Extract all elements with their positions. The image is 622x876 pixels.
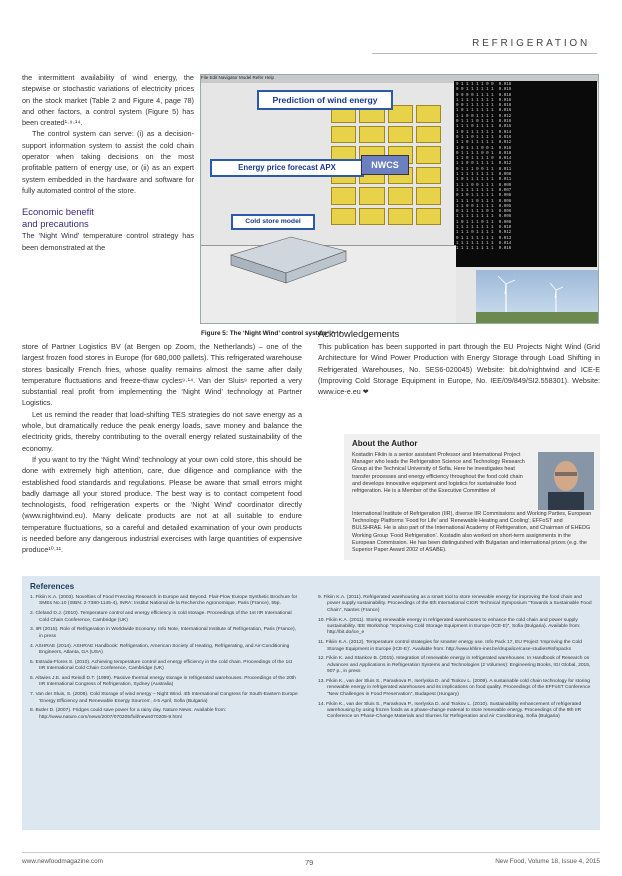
acknowledgements-title: Acknowledgements: [318, 328, 400, 339]
heading-line-2: and precautions: [22, 218, 89, 230]
turbine-icon: [476, 270, 598, 323]
paragraph-1: the intermittent availability of wind energy, the stepwise or stochastic variations of electricity prices on the stock market (Table 2 and Figure 4, page 78) and other factors, a control system (Figure 5) has been created¹·⁹·¹⁴.: [22, 73, 194, 128]
figure-image: [200, 74, 599, 324]
author-title: About the Author: [352, 439, 418, 448]
author-photo: [538, 452, 594, 510]
header-rule: [372, 53, 597, 54]
nwcs-label: NWCS: [361, 155, 409, 175]
heading-line-1: Economic benefit: [22, 206, 94, 218]
references-title: References: [30, 582, 75, 591]
left-column: [22, 72, 194, 253]
apx-label: Energy price forecast APX: [210, 159, 364, 177]
section-heading: [22, 206, 194, 230]
paragraph-4: store of Partner Logistics BV (at Bergen op Zoom, the Netherlands) – one of the largest frozen food stores in Europe (for 680,000 pallets). This refrigerated warehouse stores basically French fries, whose quality remains almost the same after daily temperature fluctuations and freeze-thaw cycles⁹·¹⁴. Van der Sluis⁹ reported a very substantial real profit from implementing the ‘Night Wind’ technology at Partner Logistics.: [22, 342, 302, 408]
portrait-image: [538, 452, 594, 510]
footer-issue: New Food, Volume 18, Issue 4, 2015: [495, 858, 600, 865]
reference-item: 2. Cleland D.J. (2010). Temperature control and energy efficiency in cold storage. Proceedings of the 1st IIR International Cold Chain Conference, Cambridge (UK): [30, 611, 292, 623]
warehouse-drawing: [221, 225, 351, 285]
figure-menu-bar: File Edit Navigator Model Refer Help: [201, 75, 598, 83]
figure-caption: Figure 5: The ‘Night Wind’ control system¹·⁹·¹⁴: [201, 330, 342, 337]
author-bio-2: International Institute of Refrigeration (IIR), diverse IIR Commissions and Working Parties, European Technology Platforms ‘Food for Life’ and ‘Renewable Heating and Cooling’; EFFoST and BULSHRAE. He is also part of the International Academy of Refrigeration, and Chairman of EHEDG Working Group ‘Food Refrigeration’. Kostadin also worked on short-term assignments in the European Commission. He has been distinguished with Bulgarian and international prizes (e.g. the Superior Paper Award 2002 of ASABE).: [352, 511, 592, 554]
paragraph-3: The ‘Night Wind’ temperature control strategy has been demonstrated at the: [22, 231, 194, 252]
reference-item: 1. Fikiin K.A. (2003). Novelties of Food Freezing Research in Europe and Beyond. Flair-Flow Europe Synthetic Brochure for SMEs No.10 (ISBN: 2-7380-1145-4), INRA: Institut National de la Recherche Agronomique, Paris (France), 55p.: [30, 595, 298, 607]
reference-item: 11. Fikiin K.A. (2012). Temperature control strategies for smarter energy use. Info Pack 17, EU Project ‘Improving the Cold Storage Equipment in Europe (ICE-E)’. Available from: http://www.khlim-inet.be/drupalice/case-studies#infopacks: [318, 640, 583, 652]
references-right: [318, 595, 594, 724]
terminal-text: 0 1 1 1 1 1 0 0 0.018 0 0 1 1 1 1 1 1 0.019 0 0 0 0 1 1 1 1 0.018 1 1 1 1 1 1 1 1 0.016 0 0 1 1 1 1 1 1 0.018 1 0 1 1 1 1 1 1 0.016 1 1 0 0 1 1 1 1 0.012 0 1 1 1 0 1 1 1 0.016 1 1 1 0 1 1 1 1 0.015 1 0 1 1 1 1 1 1 0.014 0 1 1 0 1 1 1 1 0.016 1 1 0 1 1 1 1 1 0.012 1 0 1 1 1 0 0 1 0.016 0 1 1 1 1 0 0 1 0.018 1 1 0 1 1 1 1 0 0.014 1 1 0 0 1 1 1 1 0.012 0 1 1 1 0 0 1 1 0.011 1 1 1 1 1 1 1 1 0.008 1 0 1 1 1 1 1 1 0.011 1 1 1 0 0 1 1 1 0.009 1 1 1 1 1 1 1 1 0.007 0 1 0 1 1 1 1 1 0.008 1 1 1 1 0 1 1 1 0.006 1 1 0 0 1 1 1 1 0.005 0 1 1 1 1 1 0 1 0.006 1 1 1 1 1 1 1 1 0.006 1 0 1 1 1 0 1 1 0.008 1 1 1 1 1 1 1 1 0.010 1 1 1 0 1 1 1 1 0.012 0 1 1 1 1 1 1 1 0.013 1 1 1 1 1 1 1 1 0.014 1 1 1 1 1 1 1 1 0.016: [456, 83, 512, 252]
cold-store-label: Cold store model: [231, 214, 315, 230]
footer-site: www.newfoodmagazine.com: [22, 858, 103, 865]
author-bio-1: Kostadin Fikiin is a senior assistant Professor and International Project Manager who leads the Refrigeration Science and Technology Research Group at the Technical University of Sofia. Here he investigates heat transfer processes and energy efficiency throughout the food cold chain and develops innovative equipment and logistics for sustainable food refrigeration. He is a Member of the Executive Committee of: [352, 452, 525, 495]
page-number: 79: [305, 858, 314, 867]
reference-item: 8. Butler D. (2007). Fridges could save power for a rainy day. Nature News. Available from: http://www.nature.com/news/2007/070205/full/news070205-9.html: [30, 708, 227, 720]
reference-item: 4. ASHRAE (2014). ASHRAE Handbook: Refrigeration, American Society of Heating, Refrigerating, and Air-Conditioning Engineers, Atlanta, GA (USA): [30, 643, 290, 656]
prediction-label: Prediction of wind energy: [257, 90, 393, 110]
terminal-output: [454, 81, 597, 267]
paragraph-2: The control system can serve: (i) as a decision-support information system to assist the cold chain operator when taking decisions on the most profitable pattern of energy use, or (ii) as an expert system embedded in the hardware and software for fully automated control of the store.: [22, 129, 194, 195]
reference-item: 3. IIR (2015). Role of Refrigeration in Worldwide Economy. Info Note, International Institute of Refrigeration, Paris (France), in press: [30, 627, 296, 639]
references-left: [30, 595, 298, 725]
reference-item: 10. Fikiin K.A. (2011). Storing renewable energy in refrigerated warehouses to enhance the cold chain and power supply sustainability. IEE Workshop “Improving Cold Storage Equipment in Europe (ICE-E)”, Sofia (Bulgaria). Available from: http://bit.do/ice_e: [318, 617, 581, 636]
reference-item: 5. Estrada-Flores S. (2010). Achieving temperature control and energy efficiency in the cold chain. Proceedings of the 1st IIR International Cold Chain Conference, Cambridge (UK): [30, 659, 292, 672]
paragraph-5: Let us remind the reader that load-shifting TES strategies do not save energy as a whole, but dramatically reduce the peak energy loads, save money and balance the electricity grids, thereby contributing to the overall energy related sustainability of the economy.: [22, 409, 302, 453]
paragraph-6: If you want to try the ‘Night Wind’ technology at your own cold store, this should be done with extremely high attention, care, due diligence and compliance with the established food standards and regulations. Please be aware that small errors might badly damage all your stored produce. The best way is to contact competent food technologists, food refrigeration experts or the ‘Night Wind’ coordinator directly (www.nightwind.eu). Many delicate products are not at all suitable to endure temperature fluctuations, so a careful and detailed examination of your own products is needed before any dangerous industrial exercises with large quantities of expensive produce¹⁰·¹¹.: [22, 454, 302, 555]
reference-item: 9. Fikiin K.A. (2011). Refrigerated warehousing as a smart tool to store renewable energy for improving the food chain and power supply sustainability. Proceedings of the 6th International CIGR Technical Symposium “Towards a Sustainable Food Chain”, Nantes (France): [318, 595, 592, 613]
body-text: [22, 341, 302, 556]
reference-item: 7. Van der Sluis, S. (2008). Cold Storage of wind energy – Night Wind. 4th International Congress for South-Eastern Europe ‘Energy Efficiency and Renewable Energy Sources’, 4-5 April, Sofia (Bulgaria): [30, 692, 298, 704]
reference-item: 6. Altwies J.E. and Reindl D.T. (1999). Passive thermal energy storage in refrigerated warehouses. Proceedings of the 20th IIR International Congress of Refrigeration, Sydney (Australia): [30, 676, 296, 688]
reference-item: 12. Fikiin K. and Stankov B. (2015). Integration of renewable energy in refrigerated warehouses. In Handbook of Research on Advances and Applications in Refrigeration Systems and Technologies (2 Volumes): Engineering Books, IGI Global, 2015, 907 p., in press: [318, 656, 591, 675]
section-header: REFRIGERATION: [472, 38, 590, 49]
acknowledgements-text: This publication has been supported in part through the EU Projects Night Wind (Grid Architecture for Wind Power Production with Energy Storage through Load Shifting in Refrigerated Warehouses, No. SES6-020045) Website: bit.do/nightwind and ICE-E (Improving Cold Storage Equipment in Europe, No. IEE/09/849/SI2.558301). Website: www.ice-e.eu ❤: [318, 342, 600, 397]
footer-rule: [22, 852, 600, 853]
wind-turbine-image: [476, 270, 598, 323]
reference-item: 14. Fikiin K., van der Sluis S., Paraskova P., Iserlyska D. and Tsokov L. (2010). Sustainability enhancement of refrigerated warehousing by using frozen foods as a phase-change material to store renewable energy. Proceedings of the 9th IIR Conference on Phase-Change Materials and Slurries for Refrigeration and Air Conditioning, Sofia (Bulgaria): [318, 701, 582, 720]
reference-item: 13. Fikiin K., van der Sluis S., Paraskova P., Iserlyska D. and Tsokov L. (2009). A sustainable cold chain technology for storing renewable energy in refrigerated warehouses and its implications on food quality. Proceedings of the EFFoST Conference “New Challenges in Food Preservation”, Budapest (Hungary): [318, 679, 591, 697]
